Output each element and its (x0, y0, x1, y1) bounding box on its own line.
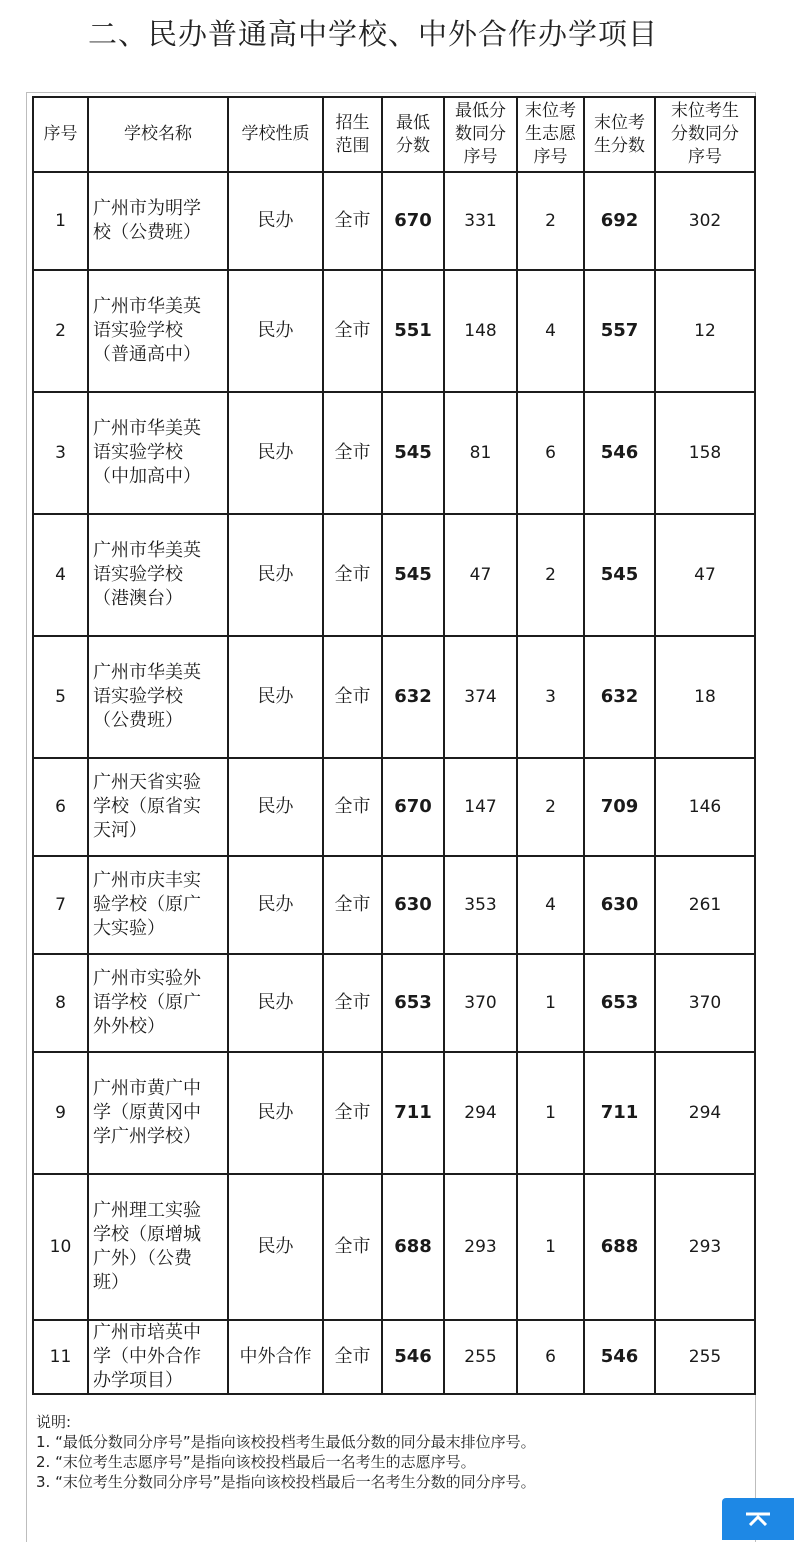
cell-enroll-range: 全市 (323, 954, 382, 1052)
cell-school-name: 广州市华美英 语实验学校 （普通高中） (88, 270, 228, 392)
note-line: 1. “最低分数同分序号”是指向该校投档考生最低分数的同分最末排位序号。 (36, 1433, 536, 1451)
cell-last-score: 546 (584, 392, 655, 514)
cell-min-score-rank: 294 (444, 1052, 517, 1174)
note-line: 3. “末位考生分数同分序号”是指向该校投档最后一名考生分数的同分序号。 (36, 1473, 536, 1491)
cell-enroll-range: 全市 (323, 856, 382, 954)
table-header-row (33, 97, 755, 172)
header-min-score-rank: 最低分 数同分 序号 (444, 97, 517, 172)
header-last-score: 末位考 生分数 (584, 97, 655, 172)
cell-last-score: 546 (584, 1320, 655, 1394)
cell-last-score-rank: 12 (655, 270, 755, 392)
cell-school-type: 民办 (228, 172, 323, 270)
cell-last-choice-no: 2 (517, 514, 584, 636)
cell-school-type: 民办 (228, 636, 323, 758)
cell-min-score: 711 (382, 1052, 444, 1174)
admission-score-table (32, 96, 756, 1395)
cell-index: 5 (33, 636, 88, 758)
cell-enroll-range: 全市 (323, 1052, 382, 1174)
cell-school-type: 民办 (228, 1174, 323, 1320)
table-row (33, 172, 755, 270)
table-body (33, 172, 755, 1394)
cell-enroll-range: 全市 (323, 1174, 382, 1320)
header-school-name: 学校名称 (88, 97, 228, 172)
cell-index: 9 (33, 1052, 88, 1174)
cell-min-score: 632 (382, 636, 444, 758)
header-school-type: 学校性质 (228, 97, 323, 172)
back-to-top-button[interactable] (722, 1498, 794, 1540)
cell-min-score: 630 (382, 856, 444, 954)
cell-last-score: 632 (584, 636, 655, 758)
cell-last-score-rank: 18 (655, 636, 755, 758)
cell-min-score: 551 (382, 270, 444, 392)
header-last-score-rank: 末位考生 分数同分 序号 (655, 97, 755, 172)
cell-last-score-rank: 302 (655, 172, 755, 270)
cell-school-name: 广州理工实验 学校（原增城 广外）（公费 班） (88, 1174, 228, 1320)
table-row (33, 856, 755, 954)
cell-min-score: 653 (382, 954, 444, 1052)
cell-school-type: 民办 (228, 1052, 323, 1174)
cell-last-score-rank: 293 (655, 1174, 755, 1320)
cell-last-score: 688 (584, 1174, 655, 1320)
cell-min-score: 546 (382, 1320, 444, 1394)
cell-school-name: 广州市庆丰实 验学校（原广 大实验） (88, 856, 228, 954)
cell-min-score-rank: 148 (444, 270, 517, 392)
cell-min-score-rank: 370 (444, 954, 517, 1052)
header-index: 序号 (33, 97, 88, 172)
cell-last-score-rank: 294 (655, 1052, 755, 1174)
cell-min-score-rank: 353 (444, 856, 517, 954)
cell-last-choice-no: 1 (517, 954, 584, 1052)
cell-school-type: 民办 (228, 514, 323, 636)
cell-min-score-rank: 255 (444, 1320, 517, 1394)
header-enroll-range: 招生 范围 (323, 97, 382, 172)
cell-min-score-rank: 374 (444, 636, 517, 758)
cell-last-choice-no: 2 (517, 172, 584, 270)
cell-school-name: 广州市黄广中 学（原黄冈中 学广州学校） (88, 1052, 228, 1174)
cell-school-type: 中外合作 (228, 1320, 323, 1394)
cell-enroll-range: 全市 (323, 172, 382, 270)
note-line: 2. “末位考生志愿序号”是指向该校投档最后一名考生的志愿序号。 (36, 1453, 476, 1471)
cell-last-score: 711 (584, 1052, 655, 1174)
cell-enroll-range: 全市 (323, 392, 382, 514)
cell-enroll-range: 全市 (323, 270, 382, 392)
cell-min-score-rank: 81 (444, 392, 517, 514)
cell-min-score: 670 (382, 172, 444, 270)
cell-last-choice-no: 6 (517, 392, 584, 514)
notes-section (36, 1412, 536, 1492)
cell-index: 8 (33, 954, 88, 1052)
cell-last-score: 653 (584, 954, 655, 1052)
cell-last-score: 557 (584, 270, 655, 392)
cell-last-score-rank: 47 (655, 514, 755, 636)
table-row (33, 270, 755, 392)
cell-school-type: 民办 (228, 954, 323, 1052)
header-last-choice-no: 末位考 生志愿 序号 (517, 97, 584, 172)
cell-last-choice-no: 3 (517, 636, 584, 758)
cell-index: 7 (33, 856, 88, 954)
table-row (33, 1320, 755, 1394)
table-row (33, 1174, 755, 1320)
cell-enroll-range: 全市 (323, 636, 382, 758)
cell-index: 10 (33, 1174, 88, 1320)
cell-last-score-rank: 261 (655, 856, 755, 954)
cell-last-score-rank: 146 (655, 758, 755, 856)
cell-last-choice-no: 4 (517, 270, 584, 392)
cell-last-score-rank: 158 (655, 392, 755, 514)
cell-index: 4 (33, 514, 88, 636)
cell-last-score: 692 (584, 172, 655, 270)
cell-last-score: 630 (584, 856, 655, 954)
cell-school-type: 民办 (228, 270, 323, 392)
cell-min-score: 545 (382, 392, 444, 514)
table-row (33, 1052, 755, 1174)
cell-index: 11 (33, 1320, 88, 1394)
cell-min-score-rank: 293 (444, 1174, 517, 1320)
cell-school-type: 民办 (228, 856, 323, 954)
arrow-up-icon (744, 1512, 772, 1526)
header-min-score: 最低 分数 (382, 97, 444, 172)
page-heading: 二、民办普通高中学校、中外合作办学项目 (88, 17, 659, 51)
cell-school-name: 广州市培英中 学（中外合作 办学项目） (88, 1320, 228, 1394)
cell-last-choice-no: 2 (517, 758, 584, 856)
cell-min-score: 545 (382, 514, 444, 636)
cell-last-choice-no: 4 (517, 856, 584, 954)
table-row (33, 954, 755, 1052)
cell-school-name: 广州市华美英 语实验学校 （公费班） (88, 636, 228, 758)
cell-enroll-range: 全市 (323, 758, 382, 856)
cell-last-choice-no: 6 (517, 1320, 584, 1394)
cell-index: 6 (33, 758, 88, 856)
cell-last-score-rank: 370 (655, 954, 755, 1052)
cell-min-score: 688 (382, 1174, 444, 1320)
cell-min-score-rank: 331 (444, 172, 517, 270)
cell-school-name: 广州市为明学 校（公费班） (88, 172, 228, 270)
cell-enroll-range: 全市 (323, 1320, 382, 1394)
cell-min-score: 670 (382, 758, 444, 856)
cell-last-score: 709 (584, 758, 655, 856)
table-row (33, 392, 755, 514)
cell-last-score-rank: 255 (655, 1320, 755, 1394)
cell-school-name: 广州市华美英 语实验学校 （港澳台） (88, 514, 228, 636)
table-row (33, 636, 755, 758)
notes-title: 说明: (36, 1413, 72, 1431)
cell-school-type: 民办 (228, 758, 323, 856)
cell-school-name: 广州市实验外 语学校（原广 外外校） (88, 954, 228, 1052)
cell-last-score: 545 (584, 514, 655, 636)
cell-school-name: 广州天省实验 学校（原省实 天河） (88, 758, 228, 856)
cell-index: 3 (33, 392, 88, 514)
cell-enroll-range: 全市 (323, 514, 382, 636)
cell-school-name: 广州市华美英 语实验学校 （中加高中） (88, 392, 228, 514)
cell-index: 2 (33, 270, 88, 392)
table-row (33, 514, 755, 636)
table-row (33, 758, 755, 856)
cell-school-type: 民办 (228, 392, 323, 514)
cell-min-score-rank: 147 (444, 758, 517, 856)
cell-min-score-rank: 47 (444, 514, 517, 636)
cell-last-choice-no: 1 (517, 1052, 584, 1174)
cell-index: 1 (33, 172, 88, 270)
cell-last-choice-no: 1 (517, 1174, 584, 1320)
